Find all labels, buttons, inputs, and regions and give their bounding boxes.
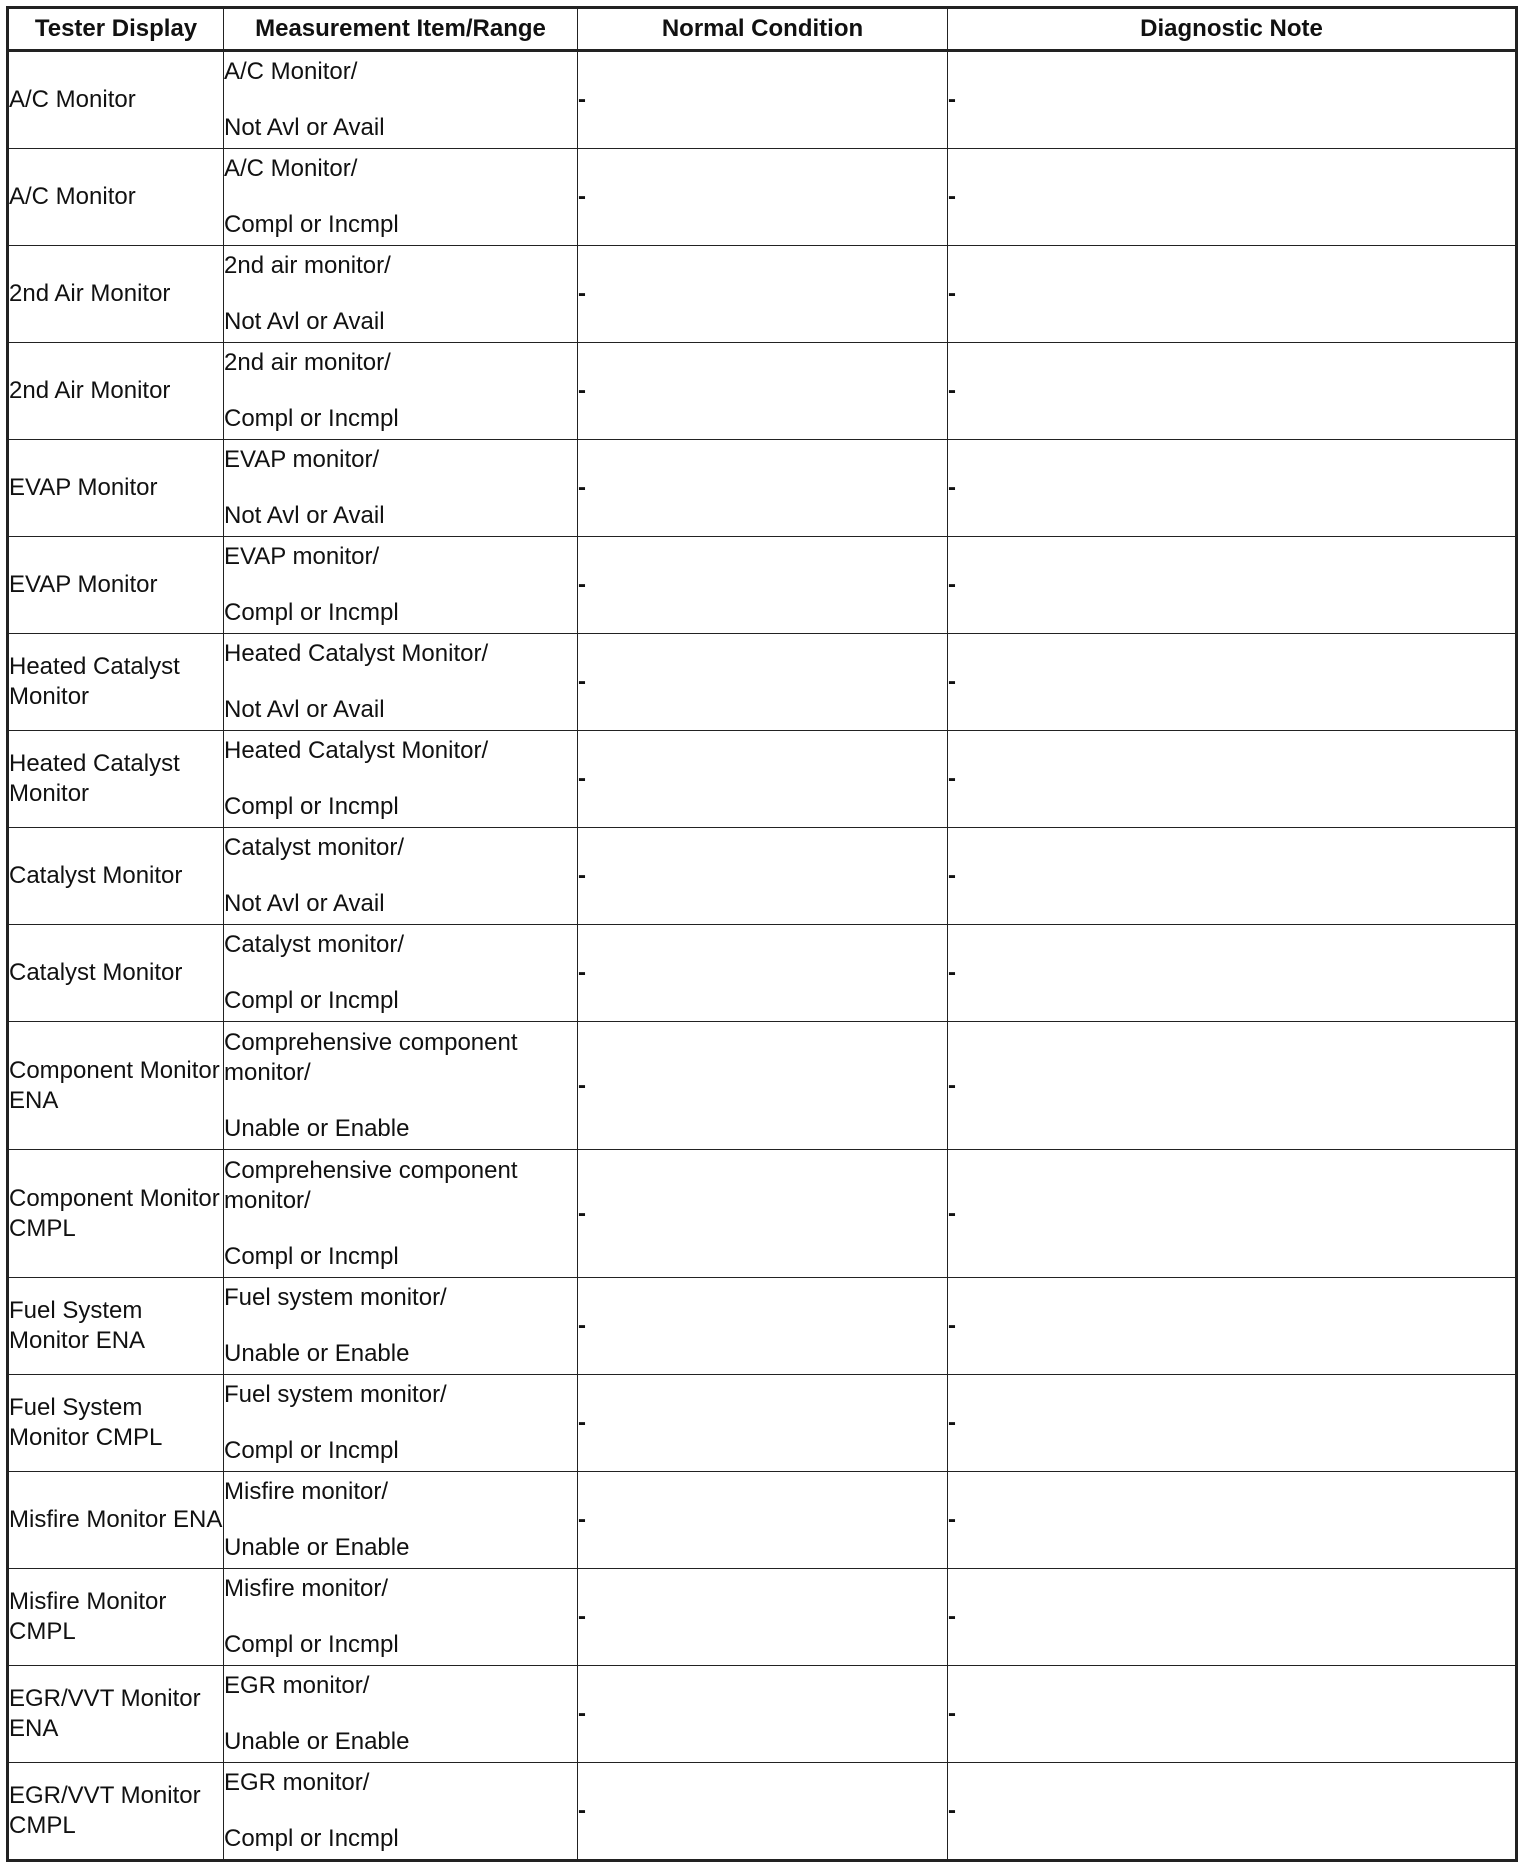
diagnostic-note-cell: - <box>948 1569 1517 1666</box>
measurement-cell <box>224 1022 578 1150</box>
header-tester-display: Tester Display <box>8 8 224 51</box>
diagnostic-note-cell: - <box>948 731 1517 828</box>
diagnostic-note-cell: - <box>948 440 1517 537</box>
table-row <box>8 537 1517 634</box>
measurement-range: Unable or Enable <box>224 1728 410 1755</box>
tester-display-cell: 2nd Air Monitor <box>8 246 224 343</box>
measurement-range: Compl or Incmpl <box>224 987 399 1014</box>
tester-display-cell: EGR/VVT Monitor ENA <box>8 1666 224 1763</box>
normal-condition-cell: - <box>578 1022 948 1150</box>
measurement-cell <box>224 1375 578 1472</box>
measurement-item: Misfire monitor/ <box>224 1478 389 1505</box>
measurement-range: Compl or Incmpl <box>224 1825 399 1852</box>
measurement-item: 2nd air monitor/ <box>224 349 391 376</box>
tester-display-cell: A/C Monitor <box>8 149 224 246</box>
measurement-cell <box>224 828 578 925</box>
measurement-item: A/C Monitor/ <box>224 58 358 85</box>
measurement-item: Heated Catalyst Monitor/ <box>224 640 489 667</box>
measurement-cell <box>224 1278 578 1375</box>
table-row <box>8 1150 1517 1278</box>
table-row <box>8 1278 1517 1375</box>
measurement-item: EVAP monitor/ <box>224 446 380 473</box>
table-row <box>8 1472 1517 1569</box>
tester-display-cell: EGR/VVT Monitor CMPL <box>8 1763 224 1861</box>
diagnostic-note-cell: - <box>948 1472 1517 1569</box>
diagnostic-note-cell: - <box>948 925 1517 1022</box>
tester-display-cell: Component Monitor ENA <box>8 1022 224 1150</box>
diagnostic-note-cell: - <box>948 634 1517 731</box>
tester-display-cell: Fuel System Monitor CMPL <box>8 1375 224 1472</box>
tester-display-cell: A/C Monitor <box>8 51 224 149</box>
diagnostic-note-cell: - <box>948 1278 1517 1375</box>
diagnostic-note-cell: - <box>948 1022 1517 1150</box>
measurement-cell <box>224 1763 578 1861</box>
normal-condition-cell: - <box>578 828 948 925</box>
table-row <box>8 925 1517 1022</box>
measurement-range: Unable or Enable <box>224 1114 410 1142</box>
normal-condition-cell: - <box>578 634 948 731</box>
normal-condition-cell: - <box>578 440 948 537</box>
measurement-cell <box>224 1472 578 1569</box>
diagnostic-note-cell: - <box>948 149 1517 246</box>
table-row <box>8 1763 1517 1861</box>
measurement-item: A/C Monitor/ <box>224 155 358 182</box>
measurement-range: Compl or Incmpl <box>224 793 399 820</box>
table-row <box>8 246 1517 343</box>
measurement-cell <box>224 634 578 731</box>
diagnostic-note-cell: - <box>948 1763 1517 1861</box>
table-row <box>8 440 1517 537</box>
header-measurement-item: Measurement Item/Range <box>224 8 578 51</box>
tester-display-cell: 2nd Air Monitor <box>8 343 224 440</box>
table-row <box>8 1022 1517 1150</box>
measurement-cell <box>224 440 578 537</box>
tester-display-cell: Catalyst Monitor <box>8 925 224 1022</box>
table-row <box>8 634 1517 731</box>
table-row <box>8 731 1517 828</box>
normal-condition-cell: - <box>578 246 948 343</box>
measurement-range: Not Avl or Avail <box>224 114 385 141</box>
header-diagnostic-note: Diagnostic Note <box>948 8 1517 51</box>
diagnostic-note-cell: - <box>948 537 1517 634</box>
normal-condition-cell: - <box>578 1150 948 1278</box>
measurement-range: Compl or Incmpl <box>224 1242 399 1270</box>
normal-condition-cell: - <box>578 1666 948 1763</box>
measurement-range: Not Avl or Avail <box>224 308 385 335</box>
normal-condition-cell: - <box>578 1278 948 1375</box>
diagnostic-note-cell: - <box>948 246 1517 343</box>
measurement-range: Unable or Enable <box>224 1340 410 1367</box>
measurement-cell <box>224 246 578 343</box>
measurement-cell <box>224 343 578 440</box>
normal-condition-cell: - <box>578 1763 948 1861</box>
measurement-range: Compl or Incmpl <box>224 211 399 238</box>
measurement-range: Not Avl or Avail <box>224 890 385 917</box>
measurement-range: Compl or Incmpl <box>224 599 399 626</box>
measurement-cell <box>224 1150 578 1278</box>
measurement-range: Not Avl or Avail <box>224 696 385 723</box>
table-row <box>8 149 1517 246</box>
measurement-item: Heated Catalyst Monitor/ <box>224 737 489 764</box>
normal-condition-cell: - <box>578 149 948 246</box>
normal-condition-cell: - <box>578 51 948 149</box>
measurement-item: Fuel system monitor/ <box>224 1284 447 1311</box>
header-row <box>8 8 1517 51</box>
measurement-item: EGR monitor/ <box>224 1769 370 1796</box>
tester-display-cell: Heated Catalyst Monitor <box>8 731 224 828</box>
normal-condition-cell: - <box>578 537 948 634</box>
measurement-cell <box>224 731 578 828</box>
measurement-range: Not Avl or Avail <box>224 502 385 529</box>
normal-condition-cell: - <box>578 731 948 828</box>
tester-display-cell: Heated Catalyst Monitor <box>8 634 224 731</box>
measurement-item: EGR monitor/ <box>224 1672 370 1699</box>
normal-condition-cell: - <box>578 925 948 1022</box>
tester-display-cell: EVAP Monitor <box>8 537 224 634</box>
measurement-range: Compl or Incmpl <box>224 1437 399 1464</box>
tester-display-cell: Catalyst Monitor <box>8 828 224 925</box>
table-row <box>8 51 1517 149</box>
tester-display-cell: Component Monitor CMPL <box>8 1150 224 1278</box>
measurement-cell <box>224 149 578 246</box>
measurement-item: Fuel system monitor/ <box>224 1381 447 1408</box>
table-row <box>8 1569 1517 1666</box>
table-row <box>8 828 1517 925</box>
diagnostic-note-cell: - <box>948 828 1517 925</box>
tester-display-cell: EVAP Monitor <box>8 440 224 537</box>
diagnostic-note-cell: - <box>948 1150 1517 1278</box>
header-normal-condition: Normal Condition <box>578 8 948 51</box>
measurement-item: Comprehensive component monitor/ <box>224 1156 518 1214</box>
diagnostic-note-cell: - <box>948 51 1517 149</box>
measurement-item: Catalyst monitor/ <box>224 834 405 861</box>
diagnostic-note-cell: - <box>948 1666 1517 1763</box>
tester-display-cell: Misfire Monitor ENA <box>8 1472 224 1569</box>
diagnostic-note-cell: - <box>948 1375 1517 1472</box>
measurement-cell <box>224 51 578 149</box>
table-row <box>8 1375 1517 1472</box>
measurement-cell <box>224 925 578 1022</box>
measurement-cell <box>224 1666 578 1763</box>
monitor-data-table <box>6 6 1518 1862</box>
normal-condition-cell: - <box>578 343 948 440</box>
normal-condition-cell: - <box>578 1375 948 1472</box>
measurement-range: Compl or Incmpl <box>224 1631 399 1658</box>
measurement-item: Misfire monitor/ <box>224 1575 389 1602</box>
tester-display-cell: Fuel System Monitor ENA <box>8 1278 224 1375</box>
measurement-range: Unable or Enable <box>224 1534 410 1561</box>
measurement-cell <box>224 1569 578 1666</box>
table-row <box>8 343 1517 440</box>
normal-condition-cell: - <box>578 1472 948 1569</box>
measurement-cell <box>224 537 578 634</box>
diagnostic-note-cell: - <box>948 343 1517 440</box>
measurement-item: Comprehensive component monitor/ <box>224 1028 518 1086</box>
measurement-item: 2nd air monitor/ <box>224 252 391 279</box>
measurement-item: EVAP monitor/ <box>224 543 380 570</box>
tester-display-cell: Misfire Monitor CMPL <box>8 1569 224 1666</box>
measurement-range: Compl or Incmpl <box>224 405 399 432</box>
table-row <box>8 1666 1517 1763</box>
measurement-item: Catalyst monitor/ <box>224 931 405 958</box>
normal-condition-cell: - <box>578 1569 948 1666</box>
